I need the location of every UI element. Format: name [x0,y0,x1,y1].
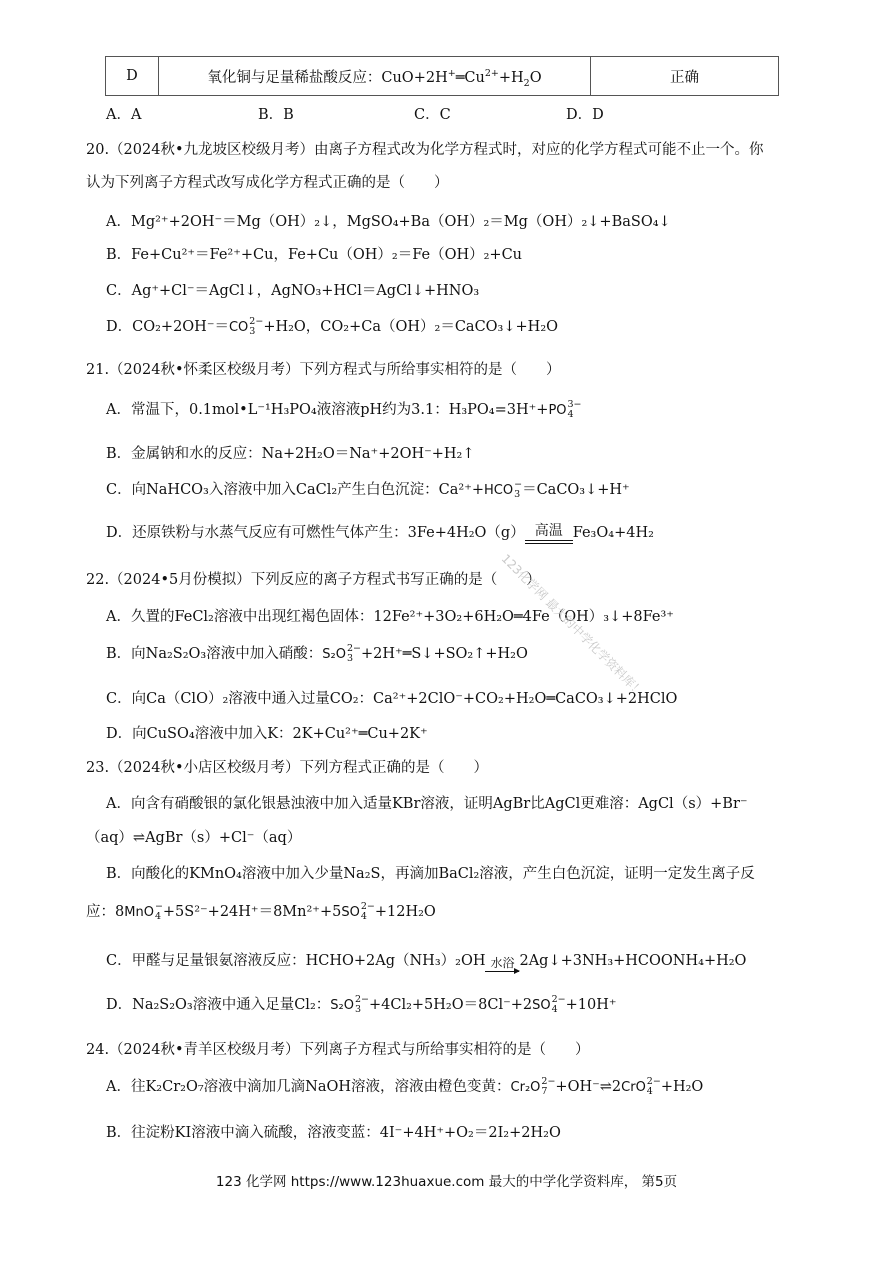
q22-option-a: A．久置的FeCl₂溶液中出现红褐色固体：12Fe²⁺+3O₂+6H₂O═4Fe（OH）₃↓+8Fe³⁺ [106,609,674,625]
q21-option-b: B．金属钠和水的反应：Na+2H₂O＝Na⁺+2OH⁻+H₂↑ [106,446,475,462]
q23-option-a-2: （aq）⇌AgBr（s）+Cl⁻（aq） [86,830,302,846]
q20-option-c: C．Ag⁺+Cl⁻＝AgCl↓，AgNO₃+HCl＝AgCl↓+HNO₃ [106,283,480,299]
q22-option-d: D．向CuSO₄溶液中加入K：2K+Cu²⁺═Cu+2K⁺ [106,726,428,742]
q22-option-c: C．向Ca（ClO）₂溶液中通入过量CO₂：Ca²⁺+2ClO⁻+CO₂+H₂O═CaCO₃↓+2HClO [106,691,678,707]
q21-option-c: C．向NaHCO₃入溶液中加入CaCl₂产生白色沉淀：Ca²⁺+HCO − 3 ＝CaCO₃↓+H⁺ [106,479,630,500]
answer-table [105,56,779,96]
q20-option-d: D．CO₂+2OH⁻＝CO 2− 3 +H₂O，CO₂+Ca（OH）₂＝CaCO₃↓+H₂O [106,316,559,337]
q20-option-a: A．Mg²⁺+2OH⁻＝Mg（OH）₂↓，MgSO₄+Ba（OH）₂＝Mg（OH）₂↓+BaSO₄↓ [106,214,671,230]
q21-option-d: D．还原铁粉与水蒸气反应有可燃性气体产生：3Fe+4H₂O（g） 高温 Fe₃O₄+4H₂ [106,522,654,544]
q23-option-b-2: 应：8MnO − 4 +5S²⁻+24H⁺＝8Mn²⁺+5SO 2− 4 +12H₂O [86,901,436,922]
q23-option-d: D．Na₂S₂O₃溶液中通入足量Cl₂：S₂O 2− 3 +4Cl₂+5H₂O＝8Cl⁻+2SO 2− 4 +10H⁺ [106,994,617,1015]
q23-option-c: C．甲醛与足量银氨溶液反应：HCHO+2Ag（NH₃）₂OH 水浴 2Ag↓+3NH₃+HCOONH₄+H₂O [106,953,747,970]
q19-options [106,105,604,125]
table-row [106,57,779,96]
q24-stem: 24.（2024秋•青羊区校级月考）下列离子方程式与所给事实相符的是（ ） [86,1042,590,1058]
watermark: 123化学网 最大的中学化学资料库！ [498,551,647,700]
option-c: C．C [414,107,451,123]
q24-option-a: A．往K₂Cr₂O₇溶液中滴加几滴NaOH溶液，溶液由橙色变黄：Cr₂O 2− 7 +OH⁻⇌2CrO 2− 4 +H₂O [106,1076,704,1097]
q22-option-b: B．向Na₂S₂O₃溶液中加入硝酸：S₂O 2− 3 +2H⁺═S↓+SO₂↑+H₂O [106,643,528,664]
q21-option-a: A．常温下，0.1mol•L⁻¹H₃PO₄液溶液pH约为3.1：H₃PO₄=3H⁺+PO 3− 4 [106,399,582,420]
row-statement: 氧化铜与足量稀盐酸反应：$CuO+2H^+═Cu^{2+}+H_2O$ [159,57,591,96]
q20-stem-2: 认为下列离子方程式改写成化学方程式正确的是（ ） [86,175,449,191]
q20-stem-1: 20.（2024秋•九龙坡区校级月考）由离子方程式改为化学方程式时，对应的化学方程式可能不止一个。你 [86,142,764,158]
reaction-arrow: 水浴 [485,957,519,972]
q24-option-b: B．往淀粉KI溶液中滴入硫酸，溶液变蓝：4I⁻+4H⁺+O₂＝2I₂+2H₂O [106,1125,561,1141]
q23-option-a-1: A．向含有硝酸银的氯化银悬浊液中加入适量KBr溶液，证明AgBr比AgCl更难溶：AgCl（s）+Br⁻ [106,796,748,812]
option-b: B．B [258,107,294,123]
page-footer: 123 化学网 https://www.123huaxue.com 最大的中学化学资料库， 第5页 [215,1174,678,1190]
option-d: D．D [566,107,604,123]
q21-stem: 21.（2024秋•怀柔区校级月考）下列方程式与所给事实相符的是（ ） [86,362,561,378]
q23-stem: 23.（2024秋•小店区校级月考）下列方程式正确的是（ ） [86,760,489,776]
option-a: A．A [106,107,142,123]
reaction-condition: 高温 [525,524,573,544]
row-judgement: 正确 [591,57,779,96]
q22-stem: 22.（2024•5月份模拟）下列反应的离子方程式书写正确的是（ ） [86,572,541,588]
q23-option-b-1: B．向酸化的KMnO₄溶液中加入少量Na₂S，再滴加BaCl₂溶液，产生白色沉淀，证明一定发生离子反 [106,866,755,882]
row-label: D [106,57,159,96]
q20-option-b: B．Fe+Cu²⁺＝Fe²⁺+Cu，Fe+Cu（OH）₂＝Fe（OH）₂+Cu [106,247,523,263]
